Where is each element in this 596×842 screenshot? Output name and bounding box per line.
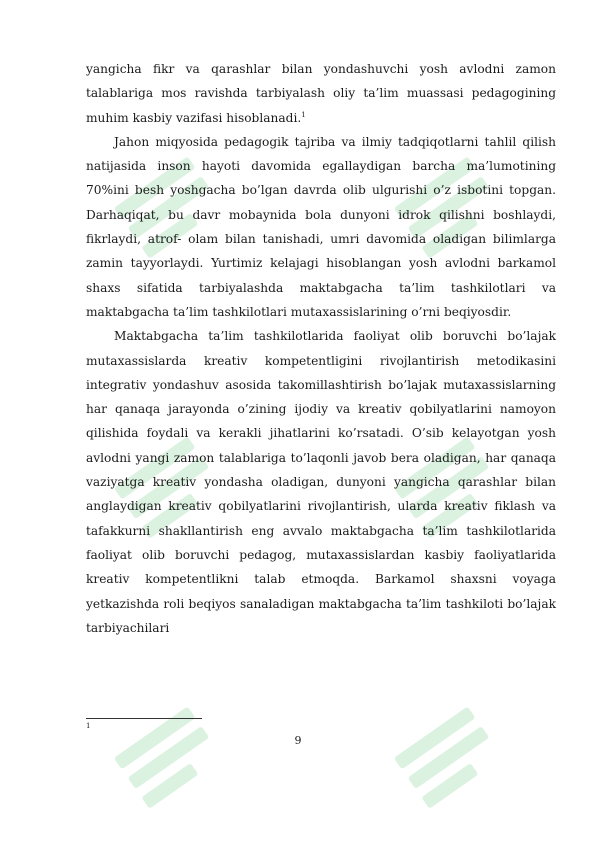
paragraph-3: Maktabgacha ta’lim tashkilotlarida faoliyat olib boruvchi bo’lajak mutaxassislarda kreativ kompetentligini rivojlantirish metodikasini integrativ yondashuv asosida takomillashtirish bo’lajak mutaxassislarning har qanaqa jarayonda o’zining ijodiy va kreativ qobilyatlarini namoyon qilishida foydali va kerakli jihatlarini ko’rsatadi. O’sib kelayotgan yosh avlodni yangi zamon talablariga to’laqonli javob bera oladigan, har qanaqa vaziyatga kreativ yondasha oladigan, dunyoni yangicha qarashlar bilan anglaydigan kreativ qobilyatlarini rivojlantirish, ularda kreativ fiklash va tafakkurni shakllantirish eng avvalo maktabgacha ta’lim tashkilotlarida faoliyat olib boruvchi pedagog, mutaxassislardan kasbiy faoliyatlarida kreativ kompetentlikni talab etmoqda. Barkamol shaxsni voyaga yetkazishda roli beqiyos sanaladigan maktabgacha ta’lim tashkiloti bo’lajak tarbiyachilari: [86, 329, 556, 635]
paragraph-1-text: yangicha fikr va qarashlar bilan yondashuvchi yosh avlodni zamon talablariga mos ravishda tarbiyalash oliy ta’lim muassasi pedagogining muhim kasbiy vazifasi hisoblanadi.: [86, 62, 556, 125]
footnote: [86, 722, 90, 730]
footnote-ref-marker[interactable]: 1: [301, 110, 306, 119]
footnote-divider: [86, 718, 202, 719]
body-text: [86, 57, 556, 640]
footnote-marker: 1: [86, 722, 91, 730]
paragraph-1: [86, 57, 556, 130]
paragraph-2: Jahon miqyosida pedagogik tajriba va ilmiy tadqiqotlarni tahlil qilish natijasida inson hayoti davomida egallaydigan barcha ma’lumotining 70%ini besh yoshgacha bo’lgan davrda olib ulgurishi o’z isbotini topgan. Darhaqiqat, bu davr mobaynida bola dunyoni idrok qilishni boshlaydi, fikrlaydi, atrof- olam bilan tanishadi, umri davomida oladigan bilimlarga zamin tayyorlaydi. Yurtimiz kelajagi hisoblangan yosh avlodni barkamol shaxs sifatida tarbiyalashda maktabgacha ta’lim tashkilotlari va maktabgacha ta’lim tashkilotlari mutaxassislarining o’rni beqiyosdir.: [86, 134, 556, 319]
page-number: 9: [294, 734, 302, 747]
